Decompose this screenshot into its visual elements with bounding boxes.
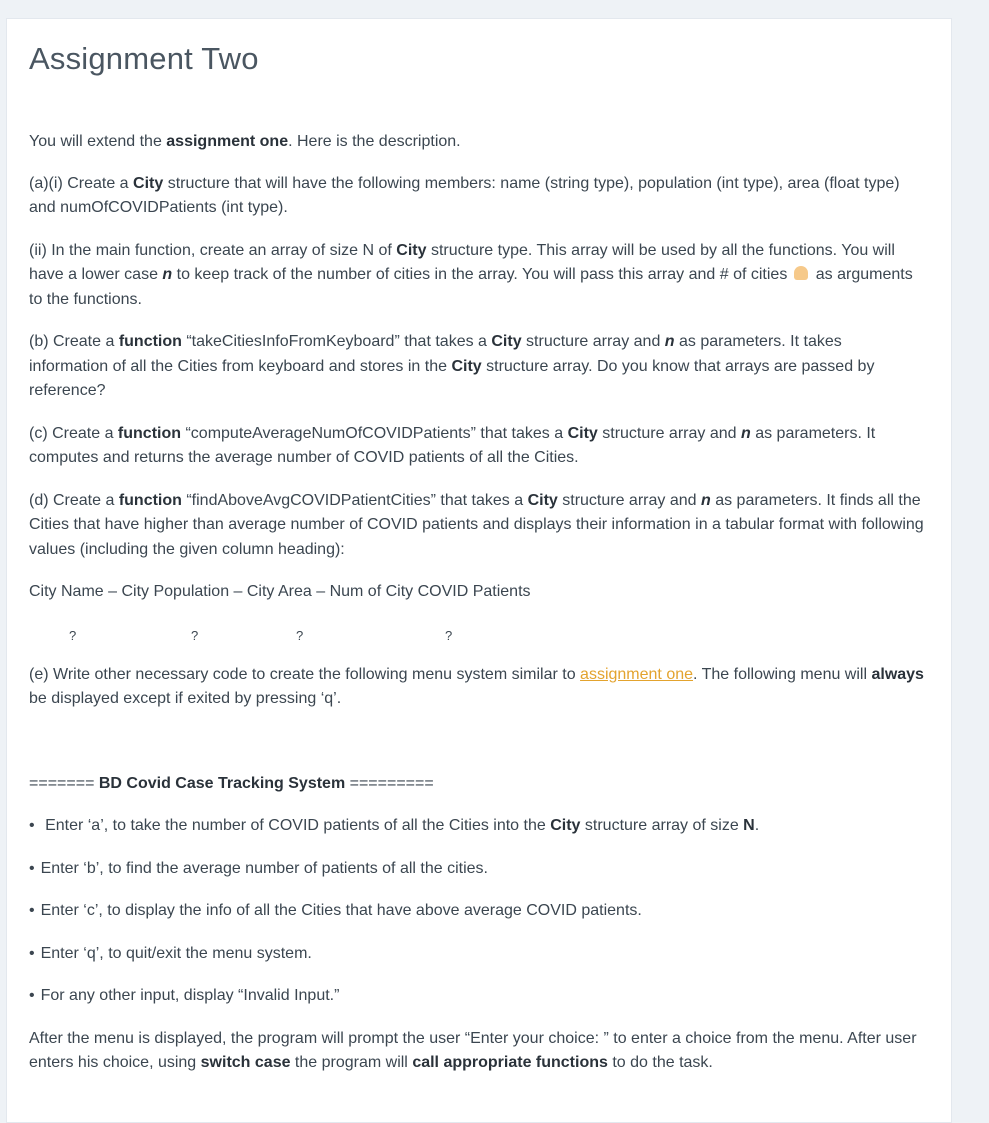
intro-text: You will extend the (29, 133, 167, 150)
part-e (29, 663, 924, 712)
menu-item-q: • Enter ‘q’, to quit/exit the menu system. (29, 942, 924, 967)
city-keyword: City (396, 241, 427, 259)
city-keyword: City (550, 817, 581, 834)
placeholder-row (29, 624, 924, 644)
part-a1 (29, 172, 924, 221)
switch-case-keyword: switch case (200, 1054, 291, 1071)
part-e-text-2: . The following menu will (693, 665, 872, 683)
function-keyword: function (118, 491, 182, 509)
assignment-one-link[interactable]: assignment one (580, 665, 694, 683)
n-constant: N (743, 817, 755, 834)
city-keyword: City (491, 333, 522, 350)
menu-item-other: • For any other input, display “Invalid Input.” (29, 984, 924, 1009)
intro-paragraph (29, 130, 924, 155)
part-d-text-3: structure array and (557, 491, 701, 509)
part-b-text-2: “takeCitiesInfoFromKeyboard” that takes a (181, 333, 492, 350)
part-d-text-2: “findAboveAvgCOVIDPatientCities” that takes a (181, 491, 528, 509)
part-b-text-3: structure array and (521, 333, 665, 350)
part-d-text: (d) Create a (29, 491, 119, 509)
part-a2-text-4: as arguments to the functions. (29, 266, 913, 308)
part-b-text: (b) Create a (29, 333, 119, 350)
part-a1-text: (a)(i) Create a (29, 174, 134, 192)
part-e-text: (e) Write other necessary code to create the following menu system similar to (29, 665, 581, 683)
city-keyword: City (451, 357, 482, 375)
menu-title (29, 772, 924, 797)
n-variable: n (700, 491, 711, 509)
part-b-text-5: structure array. Do you know that arrays are passed by reference? (29, 357, 875, 399)
after-text: After the menu is displayed, the program will prompt the user “Enter your choice: ” to enter a choice from the menu. After user enters his choice, using (29, 1029, 917, 1071)
city-keyword: City (527, 491, 558, 509)
part-c-text-4: as parameters. It computes and returns the average number of COVID patients of all the Cities. (29, 424, 876, 466)
city-keyword: City (567, 424, 598, 442)
placeholder-city-population: ? (191, 627, 199, 643)
n-variable: n (740, 424, 751, 442)
menu-item-text: Enter ‘a’, to take the number of COVID patients of all the Cities into the (45, 817, 551, 834)
placeholder-city-name: ? (69, 627, 77, 643)
part-a2-text-2: structure type. This array will be used by all the functions. You will have a lower case (29, 241, 895, 283)
menu-item-c: • Enter ‘c’, to display the info of all the Cities that have above average COVID patients. (29, 899, 924, 924)
after-text-2: the program will (290, 1054, 413, 1071)
call-functions-keyword: call appropriate functions (412, 1054, 608, 1071)
part-a2-text-3: to keep track of the number of cities in the array. You will pass this array and # of cities (172, 266, 792, 283)
part-c (29, 422, 924, 471)
pointing-hand-icon (794, 266, 808, 280)
function-keyword: function (117, 424, 182, 442)
always-keyword: always (871, 665, 924, 683)
function-keyword: function (118, 333, 182, 350)
part-e-text-3: be displayed except if exited by pressing ‘q’. (29, 690, 342, 707)
column-heading: City Name – City Population – City Area – Num of City COVID Patients (29, 583, 531, 600)
menu-item-text-2: structure array of size (580, 817, 744, 834)
menu-title-text: BD Covid Case Tracking System (98, 774, 346, 792)
menu-item-b: • Enter ‘b’, to find the average number of patients of all the cities. (29, 857, 924, 882)
n-variable: n (664, 333, 675, 350)
city-keyword: City (133, 174, 164, 192)
menu-item-a (29, 814, 924, 839)
part-c-text-2: “computeAverageNumOfCOVIDPatients” that takes a (181, 424, 568, 442)
assignment-body (29, 121, 924, 1076)
part-a2 (29, 239, 924, 313)
part-a2-text: (ii) In the main function, create an array of size N of (29, 241, 397, 259)
placeholder-city-area: ? (296, 627, 304, 643)
part-c-text: (c) Create a (29, 424, 118, 442)
menu-title-suffix: ========= (345, 774, 434, 792)
placeholder-covid-patients: ? (445, 627, 453, 643)
part-d-text-4: as parameters. It finds all the Cities that have higher than average number of COVID patients and displays their information in a tabular format with following values (including the given column heading): (29, 491, 924, 558)
menu-item-text-3: . (754, 817, 760, 834)
part-b-text-4: as parameters. It takes information of all the Cities from keyboard and stores in the (29, 333, 842, 375)
intro-text-end: . Here is the description. (288, 133, 461, 150)
part-a1-text-2: structure that will have the following members: name (string type), population (int type), area (float type) and numOfCOVIDPatients (int type). (29, 174, 900, 216)
menu-title-prefix: ======= (29, 774, 99, 792)
intro-bold: assignment one (166, 133, 289, 150)
after-menu-paragraph (29, 1027, 924, 1076)
part-b (29, 330, 924, 404)
part-d (29, 489, 924, 563)
page-title: Assignment Two (29, 41, 259, 76)
n-variable: n (162, 266, 173, 283)
after-text-3: to do the task. (607, 1054, 713, 1071)
assignment-card (6, 18, 952, 1123)
part-c-text-3: structure array and (597, 424, 741, 442)
